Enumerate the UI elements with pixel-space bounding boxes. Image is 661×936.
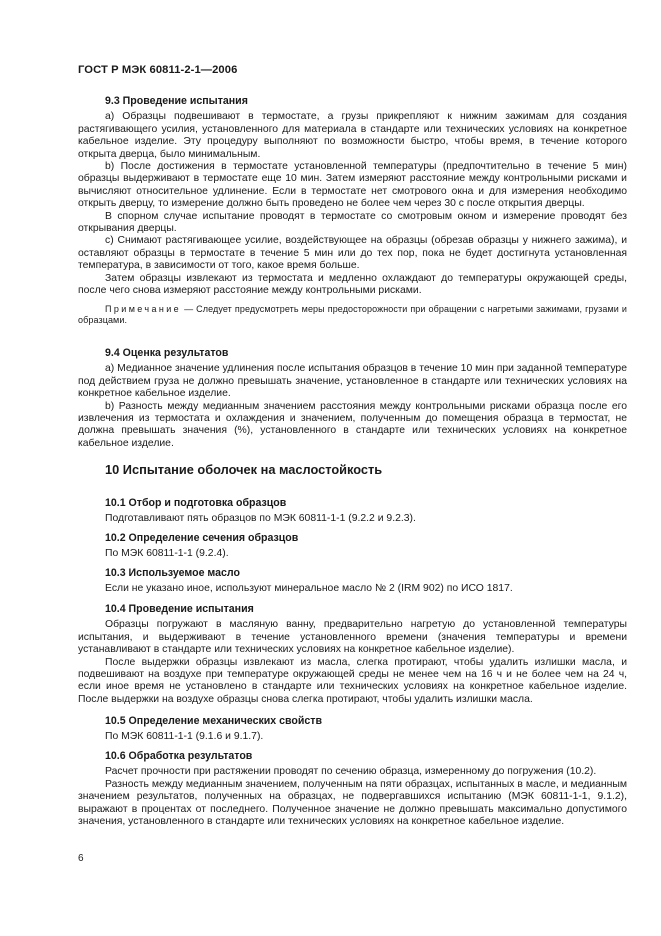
section-title: 10.2 Определение сечения образцов [105,532,299,544]
section-9-3 [78,95,627,326]
note-label: Примечание [105,303,182,314]
paragraph: b) Разность между медианным значением расстояния между контрольными рисками образца после его извлечения из термостата и охлаждения и значением, полученным до помещения образца в термостат, не должна превышать значения (%), установленного в стандарте или технических условиях на конкретное кабельное изделие. [78,400,627,449]
note [78,304,627,326]
section-title: 9.4 Оценка результатов [105,347,229,359]
section-10-2 [78,532,627,561]
paragraph: Образцы погружают в масляную ванну, предварительно нагретую до установленной температуры испытания, и выдерживают в течение установленного времени (значения температуры и времени устанавливают в стандарте или технических условиях на конкретное кабельное изделие). [78,619,627,656]
section-10-5 [78,715,627,744]
section-title: 10.6 Обработка результатов [105,750,253,762]
section-10-title [78,464,627,476]
section-9-4 [78,347,627,450]
section-title: 9.3 Проведение испытания [105,95,248,107]
paragraph: с) Снимают растягивающее усилие, воздействующее на образцы (обрезав образцы у нижнего зажима), и оставляют образцы в термостате в течение 5 мин или до тех пор, пока не будет достигнута установленная температура, в зависимости от того, какое время больше. [78,235,627,272]
paragraph: b) После достижения в термостате установленной температуры (предпочтительно в течение 5 мин) образцы выдерживают в термостате еще 10 мин. Затем измеряют расстояние между контрольными рисками и вычисляют относительное удлинение. Если в термостате нет смотрового окна и для измерения необходимо открыть дверцу, то измерение должно быть проведено не более чем через 30 с после открытия дверцы. [78,161,627,210]
section-title: 10.5 Определение механических свойств [105,715,322,727]
paragraph: Подготавливают пять образцов по МЭК 60811-1-1 (9.2.2 и 9.2.3). [105,513,416,525]
document-header: ГОСТ Р МЭК 60811-2-1—2006 [78,64,238,76]
paragraph: Расчет прочности при растяжении проводят по сечению образца, измеренному до погружения (10.2). [105,766,597,778]
paragraph: Если не указано иное, используют минеральное масло № 2 (IRM 902) по ИСО 1817. [105,583,513,595]
section-title: 10.3 Используемое масло [105,567,240,579]
note-text: — Следует предусмотреть меры предосторожности при обращении с нагретыми зажимами, грузами и образцами. [78,303,627,325]
paragraph: После выдержки образцы извлекают из масла, слегка протирают, чтобы удалить излишки масла, и подвешивают на воздухе при температуре окружающей среды не менее чем на 16 ч и не более чем на 24 ч, если иное время не установлено в стандарте или технических условиях на конкретное кабельное изделие. После выдержки на воздухе образцы снова слегка протирают, чтобы удалить излишки масла. [78,656,627,705]
section-10-4 [78,603,627,706]
section-10-1 [78,497,627,526]
section-10-6 [78,750,627,828]
page-number: 6 [78,853,84,864]
section-10-3 [78,567,627,596]
paragraph: а) Образцы подвешивают в термостате, а грузы прикрепляют к нижним зажимам для создания растягивающего усилия, установленного для материала в стандарте или технических условиях на конкретное кабельное изделие. Эту процедуру выполняют по возможности быстро, чтобы время, в течение которого открыта дверца, было минимальным. [78,111,627,160]
paragraph: По МЭК 60811-1-1 (9.1.6 и 9.1.7). [105,731,264,743]
paragraph: Затем образцы извлекают из термостата и медленно охлаждают до температуры окружающей среды, после чего снова измеряют расстояние между контрольными рисками. [78,272,627,297]
paragraph: По МЭК 60811-1-1 (9.2.4). [105,548,229,560]
section-title: 10.1 Отбор и подготовка образцов [105,497,287,509]
paragraph: В спорном случае испытание проводят в термостате со смотровым окном и измерение проводят без открывания дверцы. [78,210,627,235]
paragraph: а) Медианное значение удлинения после испытания образцов в течение 10 мин при заданной температуре под действием груза не должно превышать значение, установленное в стандарте или технических условиях на конкретное кабельное изделие. [78,363,627,400]
chapter-title: 10 Испытание оболочек на маслостойкость [105,462,383,477]
paragraph: Разность между медианным значением, полученным на пяти образцах, испытанных в масле, и медианным значением результатов, полученных на образцах, не подвергавшихся испытанию (МЭК 60811-1-1, 9.1.2), выражают в процентах от последнего. Полученное значение не должно превышать максимально допустимого значения, установленного в стандарте или технических условиях на конкретное кабельное изделие. [78,778,627,828]
section-title: 10.4 Проведение испытания [105,603,254,615]
